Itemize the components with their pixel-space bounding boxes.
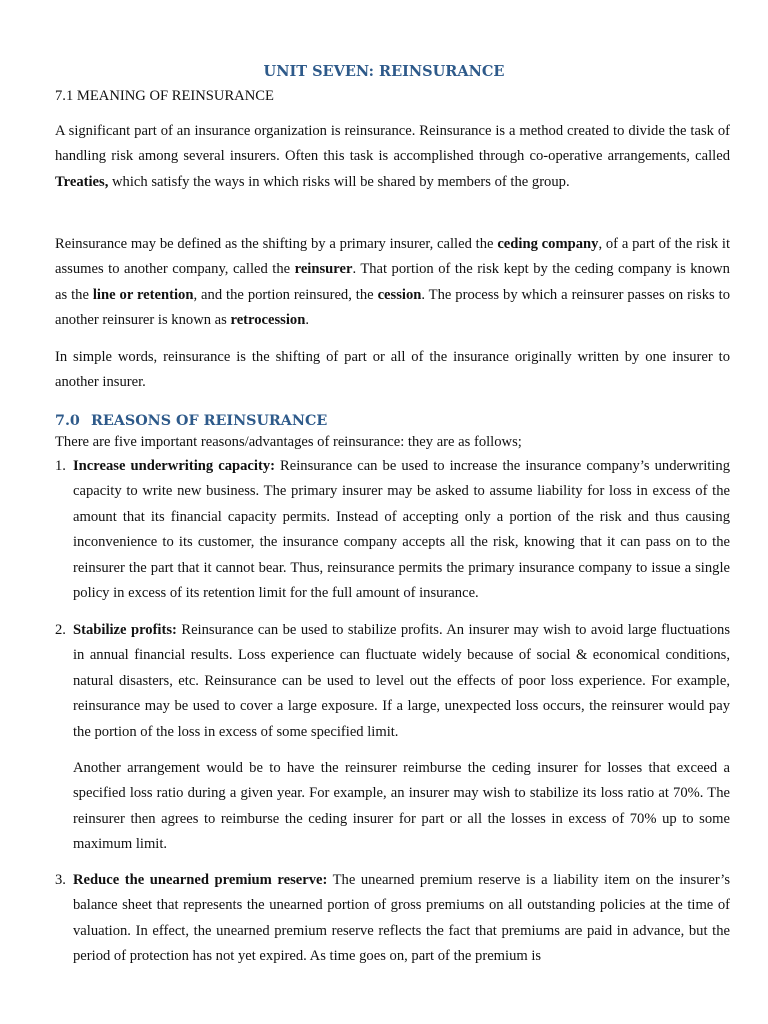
section-heading: [55, 411, 730, 431]
page-title: UNIT SEVEN: REINSURANCE: [263, 63, 505, 80]
section-number: 7.0: [55, 413, 80, 429]
bold-term: retrocession: [230, 312, 306, 329]
text-run: . The process by which a reinsurer passes on risks to another reinsurer is known as: [55, 286, 731, 329]
list-number: 1.: [55, 458, 66, 474]
list-item-body: [73, 868, 730, 970]
section-title: REASONS OF REINSURANCE: [91, 413, 328, 429]
bold-term: ceding company: [497, 236, 599, 252]
item-text: The unearned premium reserve is a liability item on the insurer’s balance sheet that represents the unearned portion of gross premiums on all outstanding policies at the time of valuation. In effect, the unearned premium reserve reflects the fact that premiums are paid in advance, but the period of protection has not yet expired. As time goes on, part of the premium is: [73, 872, 730, 965]
paragraph-1: [55, 119, 730, 195]
item-lead: Stabilize profits:: [73, 622, 177, 638]
list-number: 3.: [55, 872, 66, 888]
list-item-continuation: Another arrangement would be to have the reinsurer reimburse the ceding insurer for losses that exceed a specified loss ratio during a given year. For example, an insurer may wish to stabilize its loss ratio at 70%. The reinsurer then agrees to reimburse the ceding insurer for part or all the losses in excess of 70% up to some maximum limit.: [73, 760, 730, 853]
item-text: Reinsurance can be used to stabilize profits. An insurer may wish to avoid large fluctuations in annual financial results. Loss experience can fluctuate widely because of social & economical conditions, natural disasters, etc. Reinsurance can be used to level out the effects of poor loss experience. For example, reinsurance may be used to cover a large exposure. If a large, unexpected loss occurs, the reinsurer would pay the portion of the loss in excess of some specified limit.: [73, 622, 731, 740]
list-intro: There are five important reasons/advantages of reinsurance: they are as follows;: [55, 434, 522, 450]
text-run: A significant part of an insurance organization is reinsurance. Reinsurance is a method created to divide the task of handling risk among several insurers. Often this task is accomplished through co-operative arrangements, called: [55, 123, 730, 165]
bold-term: Treaties,: [55, 173, 109, 190]
subheading: 7.1 MEANING OF REINSURANCE: [55, 88, 274, 104]
text-run: which satisfy the ways in which risks will be shared by members of the group.: [108, 173, 570, 190]
list-item-body: [73, 618, 730, 745]
text-run: , and the portion reinsured, the: [193, 286, 378, 303]
list-number: 2.: [55, 622, 66, 638]
text-run: , of a part of the risk it assumes to another company, called the: [55, 236, 731, 278]
bold-term: cession: [377, 286, 422, 303]
paragraph-2: [55, 232, 730, 334]
list-item: [55, 618, 730, 858]
text-run: Reinsurance may be defined as the shifting by a primary insurer, called the: [55, 236, 498, 252]
list-item: [55, 868, 730, 970]
bold-term: reinsurer: [294, 261, 353, 278]
item-text: Reinsurance can be used to increase the insurance company’s underwriting capacity to write new business. The primary insurer may be asked to assume liability for loss in excess of the amount that its financial capacity permits. Instead of accepting only a portion of the risk and thus causing inconvenience to its customer, the insurance company accepts all the risk, knowing that it can pass on to the reinsurer the part that it cannot bear. Thus, reinsurance permits the primary insurance company to issue a single policy in excess of its retention limit for the full amount of insurance.: [73, 458, 730, 602]
item-lead: Reduce the unearned premium reserve:: [73, 872, 328, 888]
bold-term: line or retention: [92, 286, 194, 303]
paragraph-3: In simple words, reinsurance is the shifting of part or all of the insurance originally written by one insurer to another insurer.: [55, 349, 730, 391]
list-item-body: [73, 454, 730, 606]
list-item: [55, 454, 730, 606]
text-run: . That portion of the risk kept by the ceding company is known as the: [55, 261, 730, 303]
item-lead: Increase underwriting capacity:: [73, 458, 275, 474]
text-run: .: [305, 312, 309, 329]
